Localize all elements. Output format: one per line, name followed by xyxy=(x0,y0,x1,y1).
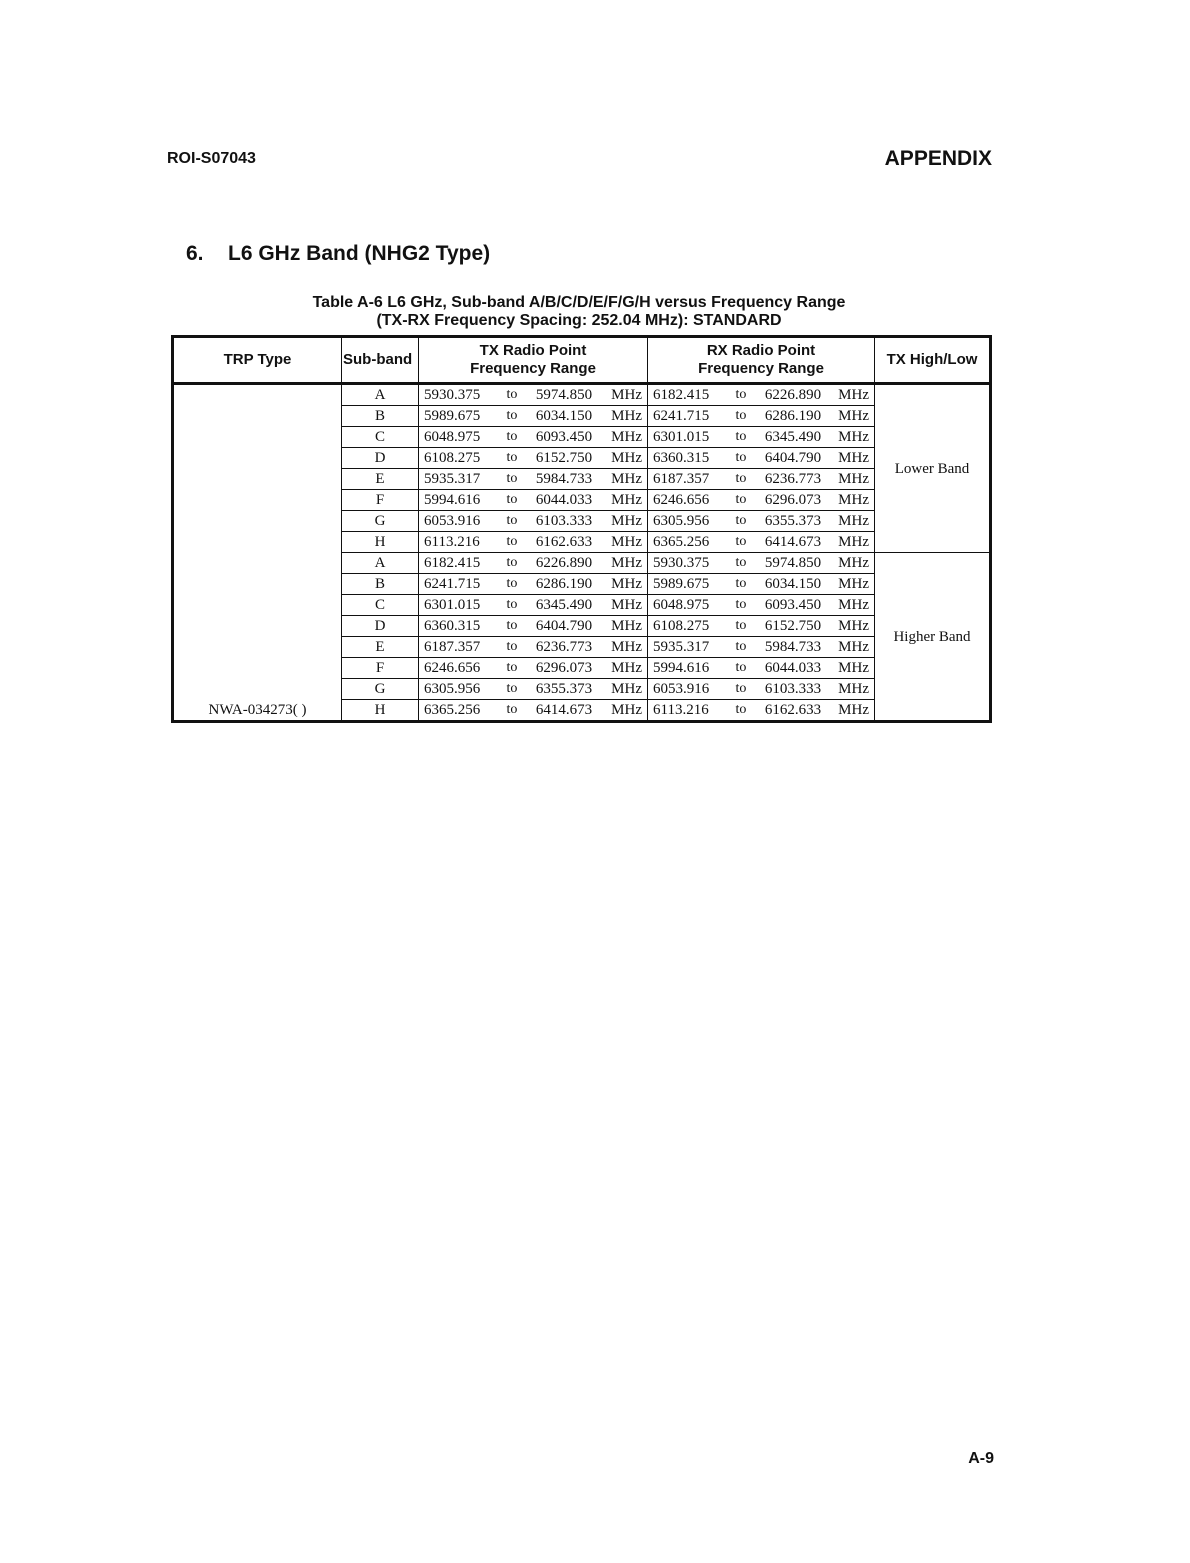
tx-low-freq: 5989.675 xyxy=(424,408,481,424)
rx-to-label: to xyxy=(735,408,747,423)
tx-unit: MHz xyxy=(611,492,642,508)
rx-low-freq: 6246.656 xyxy=(653,492,710,508)
tx-to-label: to xyxy=(506,513,518,528)
rx-high-freq: 6034.150 xyxy=(764,576,822,592)
section-number: 6. xyxy=(186,242,204,265)
tx-range-cell xyxy=(419,679,648,700)
rx-high-freq: 6093.450 xyxy=(764,597,822,613)
rx-unit: MHz xyxy=(838,681,869,697)
sub-band-cell: F xyxy=(342,490,419,511)
rx-to-label: to xyxy=(735,471,747,486)
rx-range-cell xyxy=(648,595,875,616)
tx-range-cell xyxy=(419,595,648,616)
rx-low-freq: 5994.616 xyxy=(653,660,710,676)
rx-unit: MHz xyxy=(838,702,869,718)
tx-high-freq: 6162.633 xyxy=(535,534,593,550)
tx-low-freq: 6182.415 xyxy=(424,555,481,571)
rx-unit: MHz xyxy=(838,555,869,571)
rx-range-cell xyxy=(648,469,875,490)
rx-range-cell xyxy=(648,384,875,406)
tx-to-label: to xyxy=(506,471,518,486)
tx-unit: MHz xyxy=(611,555,642,571)
tx-low-freq: 6187.357 xyxy=(424,639,481,655)
tx-to-label: to xyxy=(506,681,518,696)
table-caption-line2: (TX-RX Frequency Spacing: 252.04 MHz): STANDARD xyxy=(376,312,782,329)
sub-band-cell: B xyxy=(342,406,419,427)
header-sub-band: Sub-band xyxy=(342,337,419,384)
sub-band-cell: H xyxy=(342,700,419,722)
header-rx-range xyxy=(648,337,875,384)
tx-high-freq: 6414.673 xyxy=(535,702,593,718)
tx-range-cell xyxy=(419,637,648,658)
tx-range-cell xyxy=(419,406,648,427)
tx-low-freq: 6365.256 xyxy=(424,702,481,718)
tx-low-freq: 6241.715 xyxy=(424,576,481,592)
tx-to-label: to xyxy=(506,555,518,570)
rx-range-cell xyxy=(648,511,875,532)
tx-to-label: to xyxy=(506,408,518,423)
table-caption-line1: Table A-6 L6 GHz, Sub-band A/B/C/D/E/F/G/H versus Frequency Range xyxy=(312,294,846,311)
tx-high-freq: 5974.850 xyxy=(535,387,593,403)
rx-to-label: to xyxy=(735,429,747,444)
tx-unit: MHz xyxy=(611,681,642,697)
tx-range-cell xyxy=(419,511,648,532)
tx-low-freq: 6048.975 xyxy=(424,429,481,445)
rx-high-freq: 6236.773 xyxy=(764,471,822,487)
rx-unit: MHz xyxy=(838,597,869,613)
tx-range-cell xyxy=(419,658,648,679)
rx-low-freq: 6182.415 xyxy=(653,387,710,403)
tx-high-freq: 5984.733 xyxy=(535,471,593,487)
rx-low-freq: 6187.357 xyxy=(653,471,710,487)
rx-high-freq: 6345.490 xyxy=(764,429,822,445)
sub-band-cell: H xyxy=(342,532,419,553)
section-title: L6 GHz Band (NHG2 Type) xyxy=(228,242,491,265)
sub-band-cell: A xyxy=(342,384,419,406)
tx-high-freq: 6152.750 xyxy=(535,450,593,466)
tx-low-freq: 6305.956 xyxy=(424,681,481,697)
rx-high-freq: 6296.073 xyxy=(764,492,822,508)
rx-to-label: to xyxy=(735,492,747,507)
tx-high-freq: 6355.373 xyxy=(535,681,593,697)
rx-to-label: to xyxy=(735,660,747,675)
tx-unit: MHz xyxy=(611,408,642,424)
tx-unit: MHz xyxy=(611,639,642,655)
tx-unit: MHz xyxy=(611,597,642,613)
rx-low-freq: 5930.375 xyxy=(653,555,710,571)
rx-high-freq: 5974.850 xyxy=(764,555,822,571)
rx-high-freq: 6414.673 xyxy=(764,534,822,550)
tx-low-freq: 6246.656 xyxy=(424,660,481,676)
tx-range-cell xyxy=(419,448,648,469)
tx-high-freq: 6034.150 xyxy=(535,408,593,424)
rx-unit: MHz xyxy=(838,576,869,592)
tx-range-cell xyxy=(419,574,648,595)
rx-high-freq: 6044.033 xyxy=(764,660,822,676)
rx-unit: MHz xyxy=(838,492,869,508)
rx-to-label: to xyxy=(735,576,747,591)
rx-unit: MHz xyxy=(838,408,869,424)
tx-unit: MHz xyxy=(611,450,642,466)
tx-low-freq: 6053.916 xyxy=(424,513,481,529)
rx-unit: MHz xyxy=(838,618,869,634)
rx-high-freq: 6103.333 xyxy=(764,681,822,697)
sub-band-cell: A xyxy=(342,553,419,574)
rx-unit: MHz xyxy=(838,387,869,403)
rx-range-cell xyxy=(648,700,875,722)
tx-low-freq: 6301.015 xyxy=(424,597,481,613)
header-tx-range xyxy=(419,337,648,384)
rx-unit: MHz xyxy=(838,513,869,529)
tx-to-label: to xyxy=(506,492,518,507)
rx-high-freq: 5984.733 xyxy=(764,639,822,655)
tx-to-label: to xyxy=(506,618,518,633)
sub-band-cell: F xyxy=(342,658,419,679)
table-row xyxy=(173,384,991,406)
tx-high-freq: 6296.073 xyxy=(535,660,593,676)
frequency-table xyxy=(171,335,992,723)
rx-unit: MHz xyxy=(838,660,869,676)
rx-range-cell xyxy=(648,679,875,700)
rx-low-freq: 6108.275 xyxy=(653,618,710,634)
tx-to-label: to xyxy=(506,450,518,465)
rx-range-cell xyxy=(648,532,875,553)
header-trp-type: TRP Type xyxy=(173,337,342,384)
rx-low-freq: 6365.256 xyxy=(653,534,710,550)
rx-range-cell xyxy=(648,490,875,511)
tx-range-cell xyxy=(419,469,648,490)
rx-range-cell xyxy=(648,616,875,637)
tx-to-label: to xyxy=(506,660,518,675)
rx-range-cell xyxy=(648,427,875,448)
tx-high-freq: 6103.333 xyxy=(535,513,593,529)
rx-low-freq: 5935.317 xyxy=(653,639,710,655)
sub-band-cell: B xyxy=(342,574,419,595)
rx-unit: MHz xyxy=(838,534,869,550)
band-cell: Higher Band xyxy=(875,553,991,722)
tx-high-freq: 6345.490 xyxy=(535,597,593,613)
rx-range-cell xyxy=(648,406,875,427)
sub-band-cell: C xyxy=(342,427,419,448)
appendix-label: APPENDIX xyxy=(884,147,992,170)
tx-unit: MHz xyxy=(611,471,642,487)
rx-high-freq: 6286.190 xyxy=(764,408,822,424)
rx-high-freq: 6355.373 xyxy=(764,513,822,529)
rx-to-label: to xyxy=(735,702,747,717)
tx-low-freq: 6113.216 xyxy=(424,534,480,550)
trp-type-cell: NWA-034273( ) xyxy=(173,384,342,722)
header-tx-line1: TX Radio Point xyxy=(479,342,587,359)
tx-to-label: to xyxy=(506,429,518,444)
tx-range-cell xyxy=(419,490,648,511)
sub-band-cell: D xyxy=(342,616,419,637)
rx-range-cell xyxy=(648,637,875,658)
rx-to-label: to xyxy=(735,513,747,528)
sub-band-cell: E xyxy=(342,637,419,658)
tx-high-freq: 6286.190 xyxy=(535,576,593,592)
rx-high-freq: 6152.750 xyxy=(764,618,822,634)
rx-high-freq: 6162.633 xyxy=(764,702,822,718)
tx-to-label: to xyxy=(506,639,518,654)
rx-unit: MHz xyxy=(838,450,869,466)
rx-to-label: to xyxy=(735,450,747,465)
tx-to-label: to xyxy=(506,576,518,591)
rx-high-freq: 6226.890 xyxy=(764,387,822,403)
tx-high-freq: 6226.890 xyxy=(535,555,593,571)
tx-low-freq: 6360.315 xyxy=(424,618,481,634)
header-tx-line2: Frequency Range xyxy=(470,360,596,377)
tx-unit: MHz xyxy=(611,513,642,529)
table-header-row xyxy=(173,337,991,384)
tx-to-label: to xyxy=(506,702,518,717)
tx-range-cell xyxy=(419,384,648,406)
rx-to-label: to xyxy=(735,387,747,402)
header-rx-line2: Frequency Range xyxy=(698,360,824,377)
rx-low-freq: 6241.715 xyxy=(653,408,710,424)
rx-range-cell xyxy=(648,658,875,679)
rx-to-label: to xyxy=(735,555,747,570)
tx-to-label: to xyxy=(506,534,518,549)
document-id: ROI-S07043 xyxy=(167,150,256,167)
tx-unit: MHz xyxy=(611,702,642,718)
tx-high-freq: 6236.773 xyxy=(535,639,593,655)
rx-unit: MHz xyxy=(838,639,869,655)
tx-low-freq: 5930.375 xyxy=(424,387,481,403)
rx-low-freq: 6305.956 xyxy=(653,513,710,529)
rx-high-freq: 6404.790 xyxy=(764,450,822,466)
rx-low-freq: 6360.315 xyxy=(653,450,710,466)
tx-range-cell xyxy=(419,532,648,553)
header-rx-line1: RX Radio Point xyxy=(706,342,816,359)
rx-low-freq: 6113.216 xyxy=(653,702,709,718)
tx-unit: MHz xyxy=(611,429,642,445)
tx-high-freq: 6044.033 xyxy=(535,492,593,508)
rx-low-freq: 6048.975 xyxy=(653,597,710,613)
sub-band-cell: C xyxy=(342,595,419,616)
table-caption xyxy=(170,294,988,330)
rx-to-label: to xyxy=(735,618,747,633)
rx-to-label: to xyxy=(735,639,747,654)
rx-to-label: to xyxy=(735,597,747,612)
rx-range-cell xyxy=(648,574,875,595)
rx-to-label: to xyxy=(735,534,747,549)
sub-band-cell: G xyxy=(342,679,419,700)
tx-low-freq: 5935.317 xyxy=(424,471,481,487)
page-number: A-9 xyxy=(968,1450,994,1467)
tx-unit: MHz xyxy=(611,660,642,676)
tx-range-cell xyxy=(419,553,648,574)
tx-high-freq: 6404.790 xyxy=(535,618,593,634)
tx-to-label: to xyxy=(506,597,518,612)
rx-to-label: to xyxy=(735,681,747,696)
tx-range-cell xyxy=(419,427,648,448)
tx-high-freq: 6093.450 xyxy=(535,429,593,445)
sub-band-cell: G xyxy=(342,511,419,532)
section-heading xyxy=(186,242,490,266)
sub-band-cell: D xyxy=(342,448,419,469)
rx-range-cell xyxy=(648,448,875,469)
band-cell: Lower Band xyxy=(875,384,991,553)
rx-unit: MHz xyxy=(838,471,869,487)
tx-unit: MHz xyxy=(611,387,642,403)
rx-unit: MHz xyxy=(838,429,869,445)
tx-low-freq: 6108.275 xyxy=(424,450,481,466)
rx-low-freq: 6053.916 xyxy=(653,681,710,697)
tx-unit: MHz xyxy=(611,576,642,592)
rx-low-freq: 5989.675 xyxy=(653,576,710,592)
tx-low-freq: 5994.616 xyxy=(424,492,481,508)
tx-to-label: to xyxy=(506,387,518,402)
tx-range-cell xyxy=(419,700,648,722)
tx-unit: MHz xyxy=(611,618,642,634)
rx-range-cell xyxy=(648,553,875,574)
rx-low-freq: 6301.015 xyxy=(653,429,710,445)
tx-unit: MHz xyxy=(611,534,642,550)
tx-range-cell xyxy=(419,616,648,637)
sub-band-cell: E xyxy=(342,469,419,490)
header-tx-high-low: TX High/Low xyxy=(875,337,991,384)
